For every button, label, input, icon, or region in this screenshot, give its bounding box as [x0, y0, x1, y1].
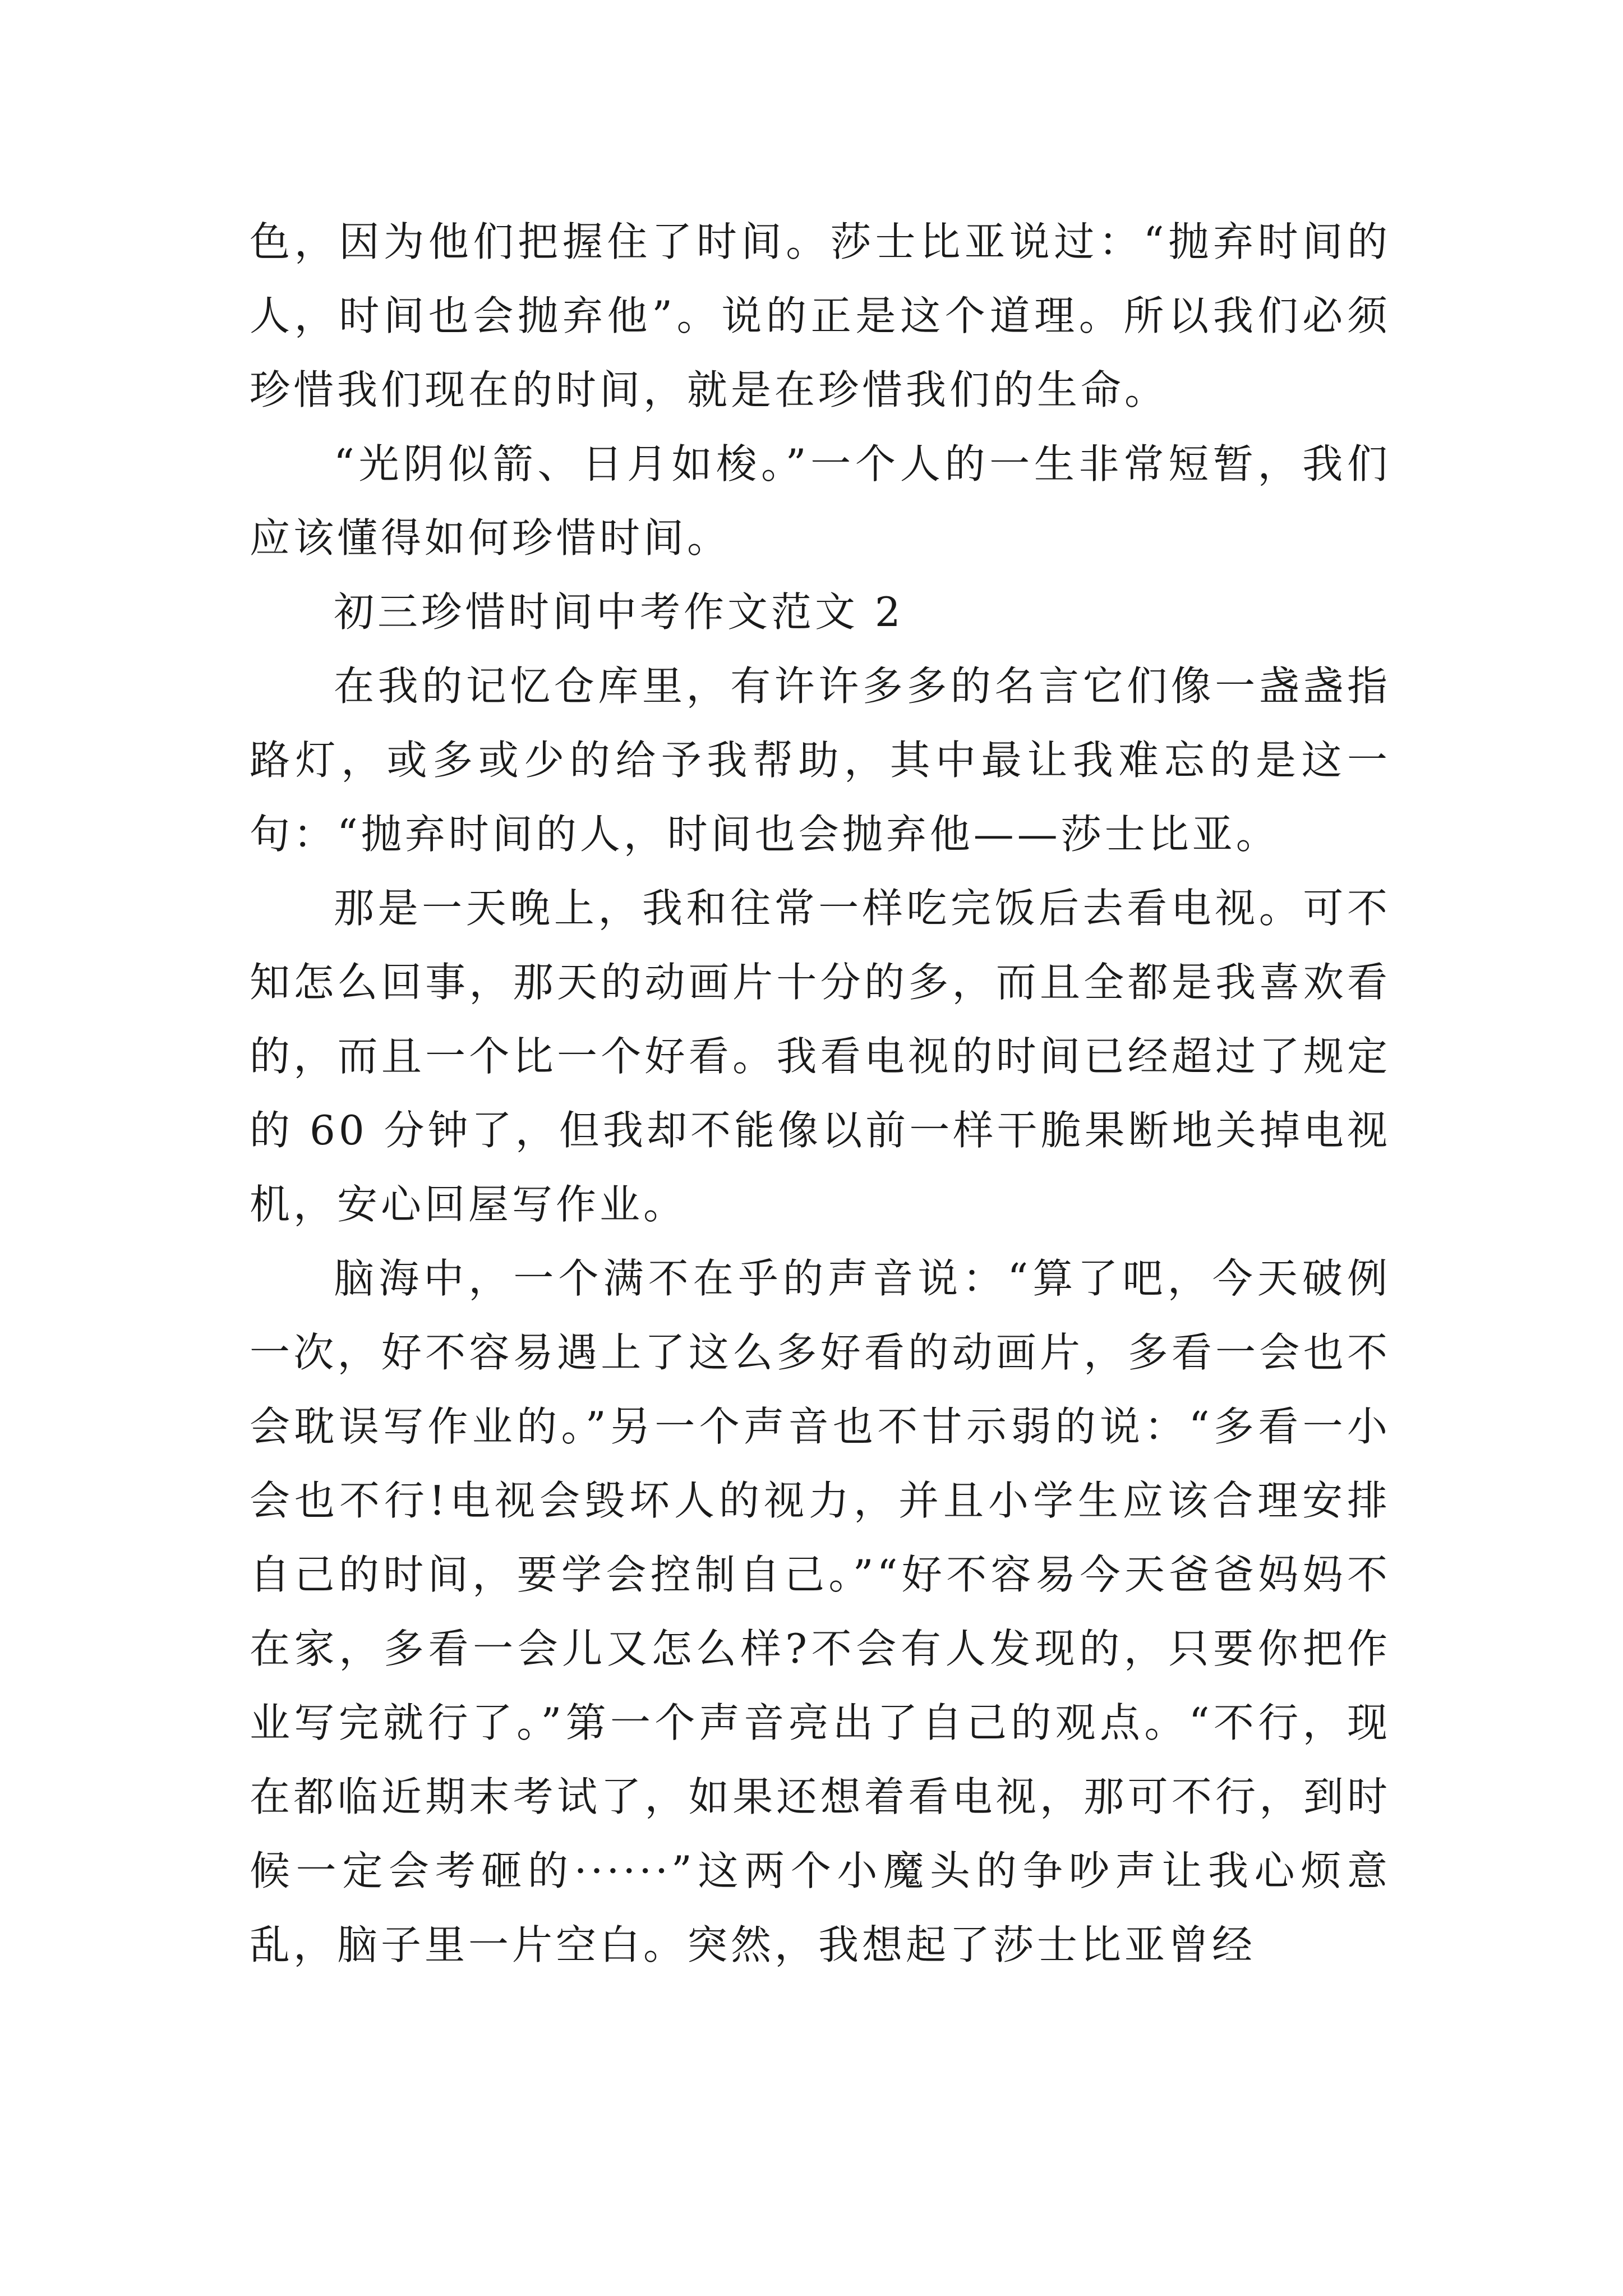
paragraph-continuation: 色，因为他们把握住了时间。莎士比亚说过：“抛弃时间的人，时间也会抛弃他”。说的正是这个道理。所以我们必须珍惜我们现在的时间，就是在珍惜我们的生命。: [250, 218, 1391, 413]
paragraph-memory: 在我的记忆仓库里，有许许多多的名言它们像一盏盏指路灯，或多或少的给予我帮助，其中最让我难忘的是这一句：“抛弃时间的人，时间也会抛弃他——莎士比亚。: [250, 662, 1391, 858]
section-heading: 初三珍惜时间中考作文范文 2: [334, 588, 904, 636]
paragraph-evening: 那是一天晚上，我和往常一样吃完饭后去看电视。可不知怎么回事，那天的动画片十分的多，而且全都是我喜欢看的，而且一个比一个好看。我看电视的时间已经超过了规定的 60 分钟了，但我却不能像以前一样干脆果断地关掉电视机，安心回屋写作业。: [250, 885, 1391, 1228]
paragraph-inner-debate: 脑海中，一个满不在乎的声音说：“算了吧，今天破例一次，好不容易遇上了这么多好看的动画片，多看一会也不会耽误写作业的。”另一个声音也不甘示弱的说：“多看一小会也不行!电视会毁坏人的视力，并且小学生应该合理安排自己的时间，要学会控制自己。”“好不容易今天爸爸妈妈不在家，多看一会儿又怎么样?不会有人发现的，只要你把作业写完就行了。”第一个声音亮出了自己的观点。“不行，现在都临近期末考试了，如果还想着看电视，那可不行，到时候一定会考砸的······”这两个小魔头的争吵声让我心烦意乱，脑子里一片空白。突然，我想起了莎士比亚曾经: [250, 1255, 1391, 1968]
paragraph-proverb: “光阴似箭、日月如梭。”一个人的一生非常短暂，我们应该懂得如何珍惜时间。: [250, 440, 1391, 562]
document-body: [250, 205, 1391, 1982]
